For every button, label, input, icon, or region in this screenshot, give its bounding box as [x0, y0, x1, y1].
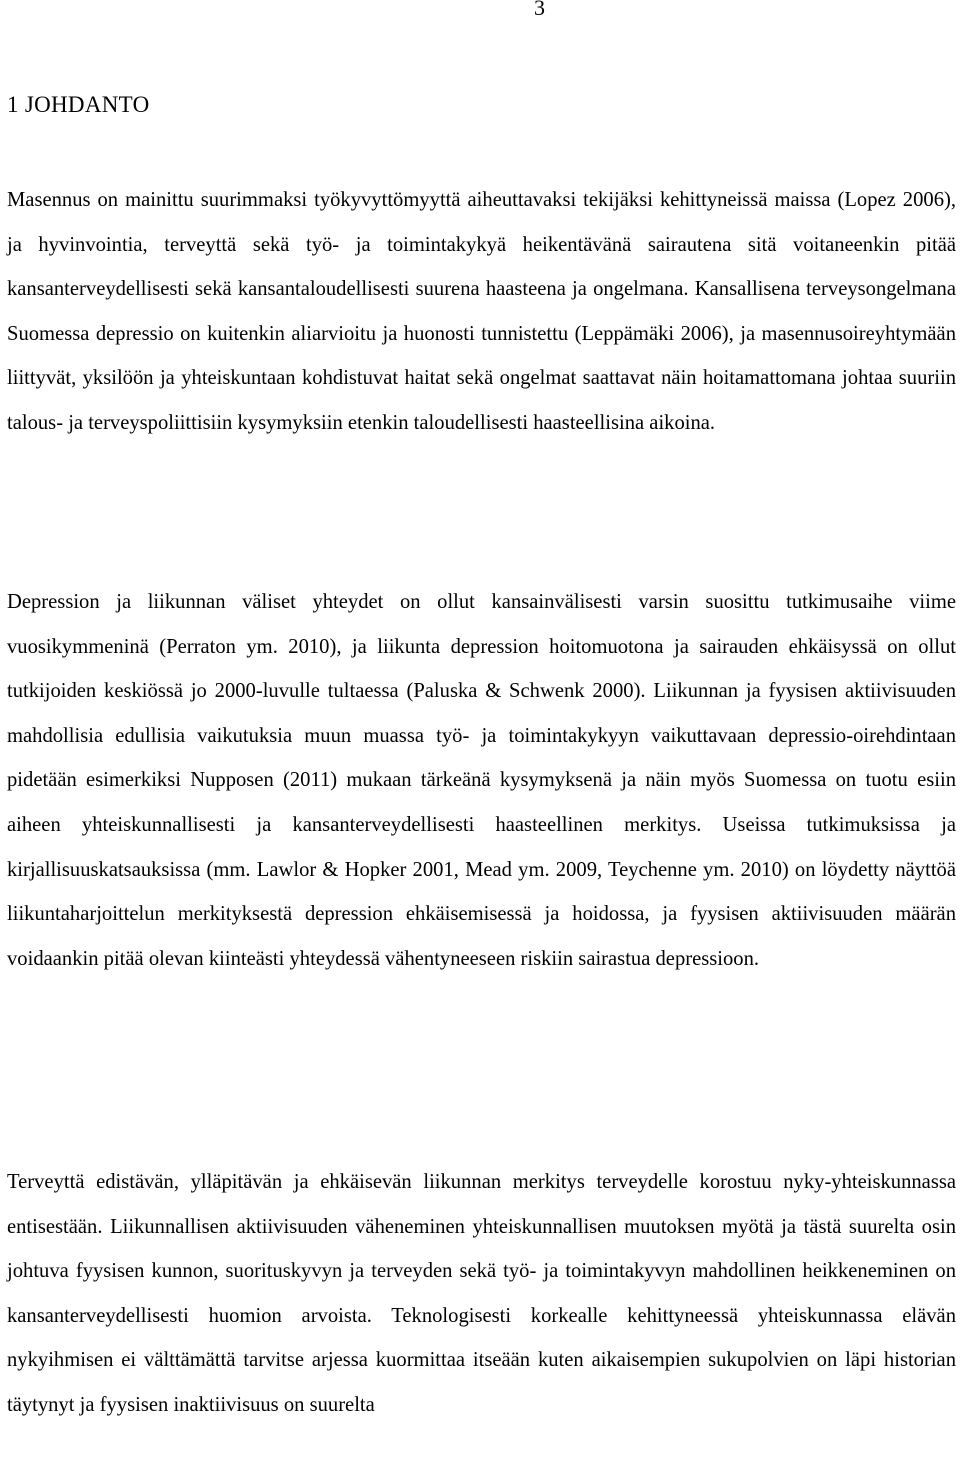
- paragraph-2: Depression ja liikunnan väliset yhteydet on ollut kansainvälisesti varsin suosittu tutkimusaihe viime vuosikymmeninä (Perraton ym. 2010), ja liikunta depression hoitomuotona ja sairauden ehkäisyssä on ollut tutkijoiden keskiössä jo 2000-luvulle tultaessa (Paluska & Schwenk 2000). Liikunnan ja fyysisen aktiivisuuden mahdollisia edullisia vaikutuksia muun muassa työ- ja toimintakykyyn vaikuttavaan depressio-oirehdintaan pidetään esimerkiksi Nupposen (2011) mukaan tärkeänä kysymyksenä ja näin myös Suomessa on tuotu esiin aiheen yhteiskunnallisesti ja kansanterveydellisesti haasteellinen merkitys. Useissa tutkimuksissa ja kirjallisuuskatsauksissa (mm. Lawlor & Hopker 2001, Mead ym. 2009, Teychenne ym. 2010) on löydetty näyttöä liikuntaharjoittelun merkityksestä depression ehkäisemisessä ja hoidossa, ja fyysisen aktiivisuuden määrän voidaankin pitää olevan kiinteästi yhteydessä vähentyneeseen riskiin sairastua depressioon.: [7, 591, 956, 970]
- page-number: 3: [534, 0, 545, 20]
- paragraph-1: Masennus on mainittu suurimmaksi työkyvyttömyyttä aiheuttavaksi tekijäksi kehittyneissä maissa (Lopez 2006), ja hyvinvointia, terveyttä sekä työ- ja toimintakykyä heikentävänä sairautena sitä voitaneenkin pitää kansanterveydellisesti sekä kansantaloudellisesti suurena haasteena ja ongelmana. Kansallisena terveysongelmana Suomessa depressio on kuitenkin aliarvioitu ja huonosti tunnistettu (Leppämäki 2006), ja masennusoireyhtymään liittyvät, yksilöön ja yhteiskuntaan kohdistuvat haitat sekä ongelmat saattavat näin hoitamattomana johtaa suuriin talous- ja terveyspoliittisiin kysymyksiin etenkin taloudellisesti haasteellisina aikoina.: [7, 189, 956, 434]
- section-heading: 1 JOHDANTO: [7, 92, 150, 117]
- paragraph-3: Terveyttä edistävän, ylläpitävän ja ehkäisevän liikunnan merkitys terveydelle korostuu nyky-yhteiskunnassa entisestään. Liikunnallisen aktiivisuuden väheneminen yhteiskunnallisen muutoksen myötä ja tästä suurelta osin johtuva fyysisen kunnon, suorituskyvyn ja terveyden sekä työ- ja toimintakyvyn mahdollinen heikkeneminen on kansanterveydellisesti huomion arvoista. Teknologisesti korkealle kehittyneessä yhteiskunnassa elävän nykyihmisen ei välttämättä tarvitse arjessa kuormittaa itseään kuten aikaisempien sukupolvien on läpi historian täytynyt ja fyysisen inaktiivisuus on suurelta: [7, 1171, 956, 1416]
